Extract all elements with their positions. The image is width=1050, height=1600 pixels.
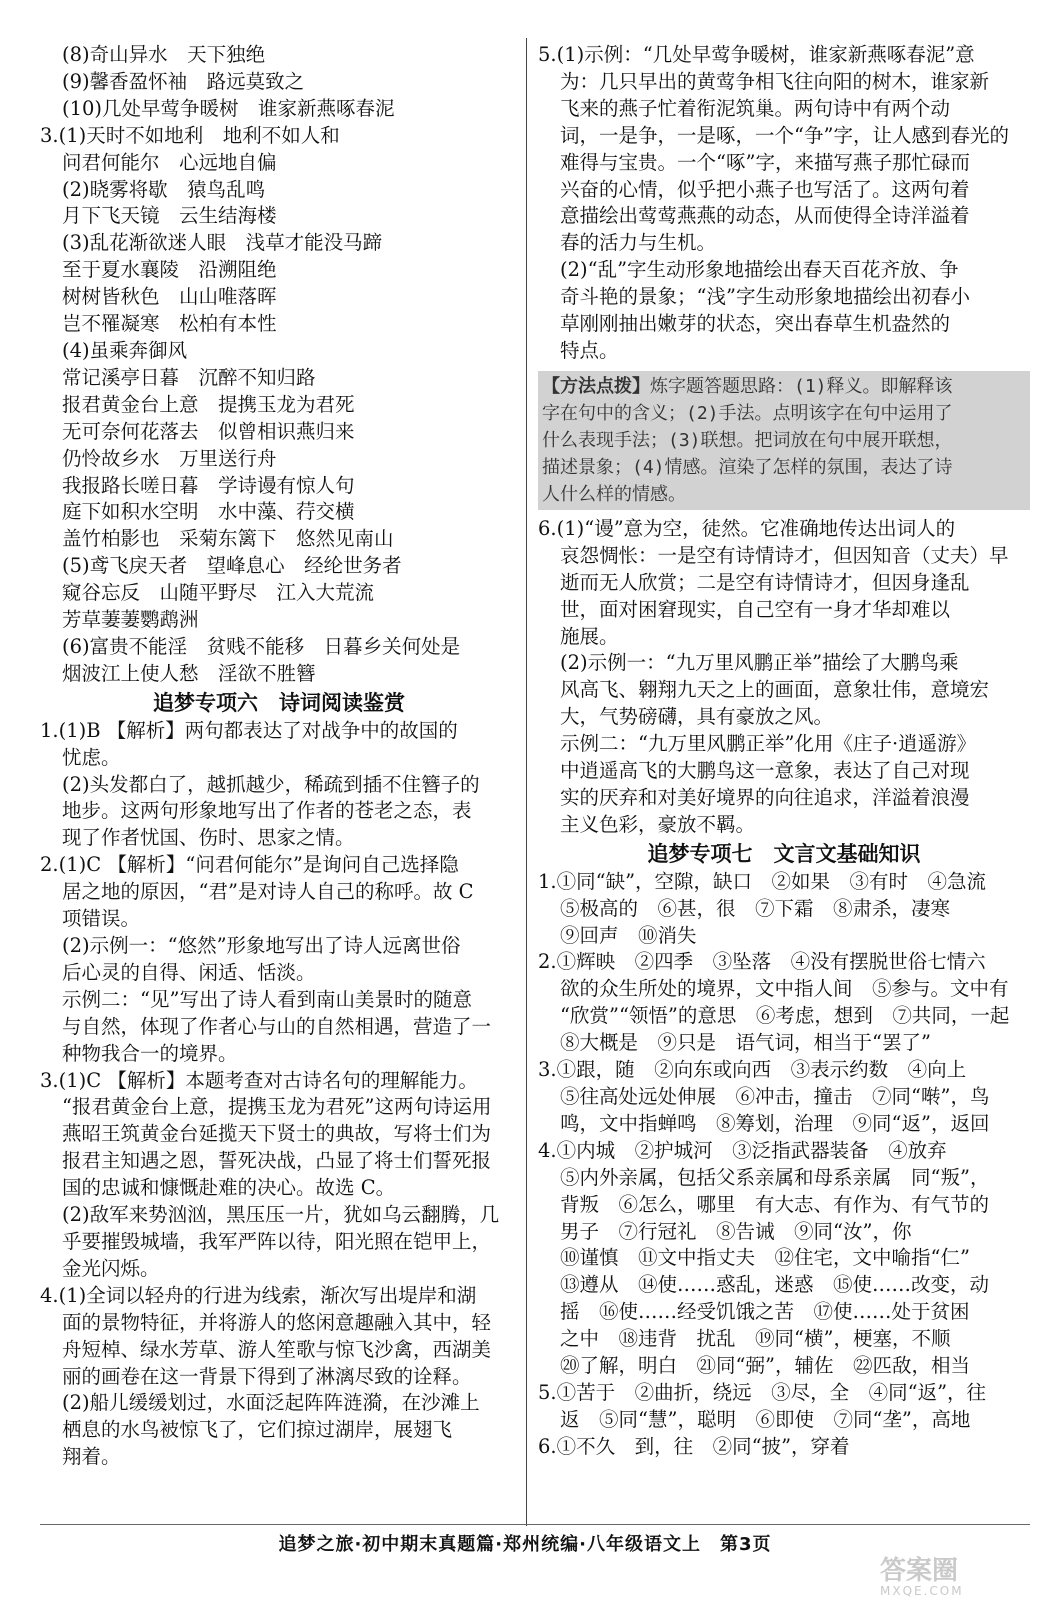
answer-line: ⑤极高的 ⑥甚，很 ⑦下霜 ⑧肃杀，凄寒 — [560, 896, 951, 920]
answer-line: 3.(1)C 【解析】本题考查对古诗名句的理解能力。 — [40, 1068, 478, 1092]
answer-line: (2)敌军来势汹汹，黑压压一片，犹如乌云翻腾，几 — [62, 1203, 500, 1227]
answer-line: 5.(1)示例：“几处早莺争暖树，谁家新燕啄春泥”意 — [538, 43, 975, 66]
method-tip-line: 什么表现手法；(3)联想。把词放在句中展开联想， — [542, 429, 953, 451]
right-column-bottom — [538, 516, 1030, 1461]
method-tip-line: 描述景象；(4)情感。渲染了怎样的氛围，表达了诗 — [542, 456, 953, 478]
answer-line: 忧虑。 — [62, 745, 121, 769]
answer-line: 难得与宝贵。一个“啄”字，来描写燕子那忙碌而 — [560, 150, 970, 174]
answer-line: ⑳了解，明白 ㉑同“弼”，辅佐 ㉒匹敌，相当 — [560, 1354, 970, 1378]
answer-line: (9)馨香盈怀袖 路远莫致之 — [62, 69, 305, 93]
answer-line: 之中 ⑱违背 扰乱 ⑲同“横”，梗塞，不顺 — [560, 1327, 951, 1351]
answer-line: 常记溪亭日暮 沉醉不知归路 — [62, 365, 316, 389]
answer-line: 国的忠诚和慷慨赴难的决心。故选 C。 — [62, 1176, 396, 1200]
answer-line: 男子 ⑦行冠礼 ⑧告诫 ⑨同“汝”，你 — [560, 1219, 912, 1243]
answer-line: 草刚刚抽出嫩芽的状态，突出春草生机盎然的 — [560, 312, 951, 336]
answer-line: (2)晓雾将歇 猿鸟乱鸣 — [62, 177, 266, 201]
answer-line: 为：几只早出的黄莺争相飞往向阳的树木，谁家新 — [560, 69, 990, 93]
answer-line: 主义色彩，豪放不羁。 — [560, 812, 756, 836]
answer-line: 舟短棹、绿水芳草、游人笙歌与惊飞沙禽，西湖美 — [62, 1337, 492, 1361]
answer-line: ⑤往高处远处伸展 ⑥冲击，撞击 ⑦同“啭”，鸟 — [560, 1085, 990, 1108]
method-tip-box — [538, 371, 1030, 510]
answer-line: 无可奈何花落去 似曾相识燕归来 — [62, 419, 355, 443]
watermark-logo — [880, 1558, 1045, 1598]
answer-line: 施展。 — [560, 624, 619, 648]
answer-line: 至于夏水襄陵 沿溯阻绝 — [62, 258, 277, 282]
answer-line: 奇斗艳的景象；“浅”字生动形象地描绘出初春小 — [560, 285, 970, 309]
answer-line: 与自然，体现了作者心与山的自然相遇，营造了一 — [62, 1014, 492, 1038]
right-column — [538, 42, 1030, 1461]
answer-line: (8)奇山异水 天下独绝 — [62, 43, 266, 66]
answer-line: 春的活力与生机。 — [560, 231, 717, 255]
answer-line: 背叛 ⑥怎么，哪里 有大志、有作为、有气节的 — [560, 1192, 990, 1216]
answer-line: 返 ⑤同“慧”，聪明 ⑥即使 ⑦同“垄”，高地 — [560, 1407, 971, 1431]
answer-line: “欣赏”“领悟”的意思 ⑥考虑，想到 ⑦共同，一起 — [560, 1004, 1010, 1028]
answer-line: (2)示例一：“悠然”形象地写出了诗人远离世俗 — [62, 934, 461, 957]
answer-line: 后心灵的自得、闲适、恬淡。 — [62, 960, 316, 984]
answer-line: 2.(1)C 【解析】“问君何能尔”是询问自己选择隐 — [40, 853, 459, 877]
answer-line: 月下飞天镜 云生结海楼 — [62, 204, 277, 228]
answer-line: ⑨回声 ⑩消失 — [560, 923, 697, 947]
right-column-top — [538, 42, 1030, 365]
answer-line: 报君黄金台上意 提携玉龙为君死 — [62, 392, 355, 416]
footer-rule — [40, 1524, 1030, 1525]
watermark-text: 答案圈 — [880, 1556, 959, 1586]
answer-line: 示例二：“见”写出了诗人看到南山美景时的随意 — [62, 987, 472, 1011]
answer-line: (5)鸢飞戾天者 望峰息心 经纶世务者 — [62, 554, 402, 578]
column-divider — [526, 38, 527, 1526]
answer-line: 窥谷忘反 山随平野尽 江入大荒流 — [62, 581, 375, 605]
method-tip-label: 【方法点拨】 — [542, 375, 650, 397]
answer-line: ⑩谨慎 ⑪文中指丈夫 ⑫住宅，文中喻指“仁” — [560, 1246, 970, 1270]
answer-line: 鸣，文中指蝉鸣 ⑧筹划，治理 ⑨同“返”，返回 — [560, 1111, 990, 1135]
answer-line: 3.(1)天时不如地利 地利不如人和 — [40, 123, 340, 147]
answer-line: ⑬遵从 ⑭使……惑乱，迷惑 ⑮使……改变，动 — [560, 1273, 990, 1297]
answer-line: 示例二：“九万里风鹏正举”化用《庄子·逍遥游》 — [560, 732, 977, 756]
answer-line: (2)头发都白了，越抓越少，稀疏到插不住簪子的 — [62, 772, 480, 796]
answer-line: 4.①内城 ②护城河 ③泛指武器装备 ④放弃 — [538, 1138, 947, 1162]
answer-line: 飞来的燕子忙着衔泥筑巢。两句诗中有两个动 — [560, 96, 951, 120]
left-column — [40, 42, 518, 1471]
method-tip-line: 人什么样的情感。 — [542, 483, 686, 505]
answer-line: 问君何能尔 心远地自偏 — [62, 150, 277, 174]
answer-line: 翔着。 — [62, 1445, 121, 1469]
answer-line: 5.①苦于 ②曲折，绕远 ③尽，全 ④同“返”，往 — [538, 1380, 987, 1404]
answer-line: 实的厌弃和对美好境界的向往追求，洋溢着浪漫 — [560, 785, 970, 809]
method-tip-line: 字在句中的含义；(2)手法。点明该字在句中运用了 — [542, 402, 953, 424]
answer-line: 种物我合一的境界。 — [62, 1041, 238, 1065]
answer-line: 3.①跟，随 ②向东或向西 ③表示约数 ④向上 — [538, 1058, 967, 1082]
answer-line: 兴奋的心情，似乎把小燕子也写活了。这两句着 — [560, 177, 970, 201]
answer-line: 庭下如积水空明 水中藻、荇交横 — [62, 500, 355, 524]
answer-line: (2)示例一：“九万里风鹏正举”描绘了大鹏鸟乘 — [560, 651, 959, 675]
answer-line: 仍怜故乡水 万里送行舟 — [62, 446, 277, 470]
answer-line: 烟波江上使人愁 淫欲不胜簪 — [62, 661, 316, 685]
answer-line: 6.(1)“谩”意为空，徒然。它准确地传达出词人的 — [538, 516, 956, 540]
answer-line: 哀怨惆怅：一是空有诗情诗才，但因知音（丈夫）早 — [560, 543, 1009, 567]
answer-line: 报君主知遇之恩，誓死决战，凸显了将士们誓死报 — [62, 1149, 492, 1173]
section-title: 追梦专项七 文言文基础知识 — [647, 841, 921, 866]
answer-line: “报君黄金台上意，提携玉龙为君死”这两句诗运用 — [62, 1095, 492, 1119]
answer-line: 盖竹柏影也 采菊东篱下 悠然见南山 — [62, 527, 394, 551]
answer-line: 意描绘出莺莺燕燕的动态，从而使得全诗洋溢着 — [560, 204, 970, 228]
answer-line: 栖息的水鸟被惊飞了，它们掠过湖岸，展翅飞 — [62, 1418, 453, 1442]
answer-line: 项错误。 — [62, 907, 141, 931]
answer-line: (2)船儿缓缓划过，水面泛起阵阵涟漪，在沙滩上 — [62, 1391, 480, 1415]
answer-line: 1.(1)B 【解析】两句都表达了对战争中的故国的 — [40, 718, 458, 742]
answer-line: 摇 ⑯使……经受饥饿之苦 ⑰使……处于贫困 — [560, 1300, 970, 1324]
method-tip-line: 炼字题答题思路：(1)释义。即解释该 — [650, 375, 953, 397]
answer-line: 逝而无人欣赏；二是空有诗情诗才，但因身逢乱 — [560, 570, 970, 594]
answer-line: 1.①同“缺”，空隙，缺口 ②如果 ③有时 ④急流 — [538, 869, 987, 893]
answer-line: 地步。这两句形象地写出了作者的苍老之态，表 — [62, 799, 472, 823]
answer-line: 乎要摧毁城墙，我军严阵以待，阳光照在铠甲上， — [62, 1229, 492, 1253]
answer-line: 4.(1)全词以轻舟的行进为线索，渐次写出堤岸和湖 — [40, 1283, 477, 1307]
answer-line: (4)虽乘奔御风 — [62, 338, 188, 362]
answer-line: 现了作者忧国、伤时、思家之情。 — [62, 826, 355, 850]
answer-line: ⑤内外亲属，包括父系亲属和母系亲属 同“叛”， — [560, 1165, 990, 1189]
answer-line: 岂不罹凝寒 松柏有本性 — [62, 312, 277, 336]
watermark-url: MXQE.COM — [880, 1584, 964, 1598]
answer-line: ⑧大概是 ⑨只是 语气词，相当于“罢了” — [560, 1031, 931, 1055]
answer-line: 欲的众生所处的境界，文中指人间 ⑤参与。文中有 — [560, 977, 1009, 1001]
answer-line: 居之地的原因，“君”是对诗人自己的称呼。故 C — [62, 880, 474, 904]
answer-line: 世，面对困窘现实，自己空有一身才华却难以 — [560, 597, 951, 621]
answer-line: 特点。 — [560, 338, 619, 362]
answer-line: 词，一是争，一是啄，一个“争”字，让人感到春光的 — [560, 123, 1009, 147]
answer-line: (3)乱花渐欲迷人眼 浅草才能没马蹄 — [62, 231, 383, 255]
answer-line: 6.①不久 到，往 ②同“披”，穿着 — [538, 1434, 850, 1458]
answer-line: 2.①辉映 ②四季 ③坠落 ④没有摆脱世俗七情六 — [538, 950, 986, 974]
answer-line: (10)几处早莺争暖树 谁家新燕啄春泥 — [62, 96, 395, 120]
answer-line: 大，气势磅礴，具有豪放之风。 — [560, 705, 834, 729]
answer-line: 中逍遥高飞的大鹏鸟这一意象，表达了自己对现 — [560, 759, 970, 783]
answer-line: (6)富贵不能淫 贫贱不能移 日暮乡关何处是 — [62, 634, 461, 658]
answer-line: 燕昭王筑黄金台延揽天下贤士的典故，写将士们为 — [62, 1122, 492, 1146]
answer-line: 面的景物特征，并将游人的悠闲意趣融入其中，轻 — [62, 1310, 492, 1334]
answer-line: 我报路长嗟日暮 学诗谩有惊人句 — [62, 473, 355, 497]
answer-line: 风高飞、翱翔九天之上的画面，意象壮伟，意境宏 — [560, 678, 990, 702]
section-title: 追梦专项六 诗词阅读鉴赏 — [153, 690, 405, 715]
page-footer: 追梦之旅·初中期末真题篇·郑州统编·八年级语文上 第3页 — [278, 1534, 772, 1555]
answer-line: 芳草萋萋鹦鹉洲 — [62, 608, 199, 632]
answer-line: (2)“乱”字生动形象地描绘出春天百花齐放、争 — [560, 258, 959, 282]
answer-line: 树树皆秋色 山山唯落晖 — [62, 285, 277, 309]
answer-line: 金光闪烁。 — [62, 1256, 160, 1280]
answer-line: 丽的画卷在这一背景下得到了淋漓尽致的诠释。 — [62, 1364, 472, 1388]
